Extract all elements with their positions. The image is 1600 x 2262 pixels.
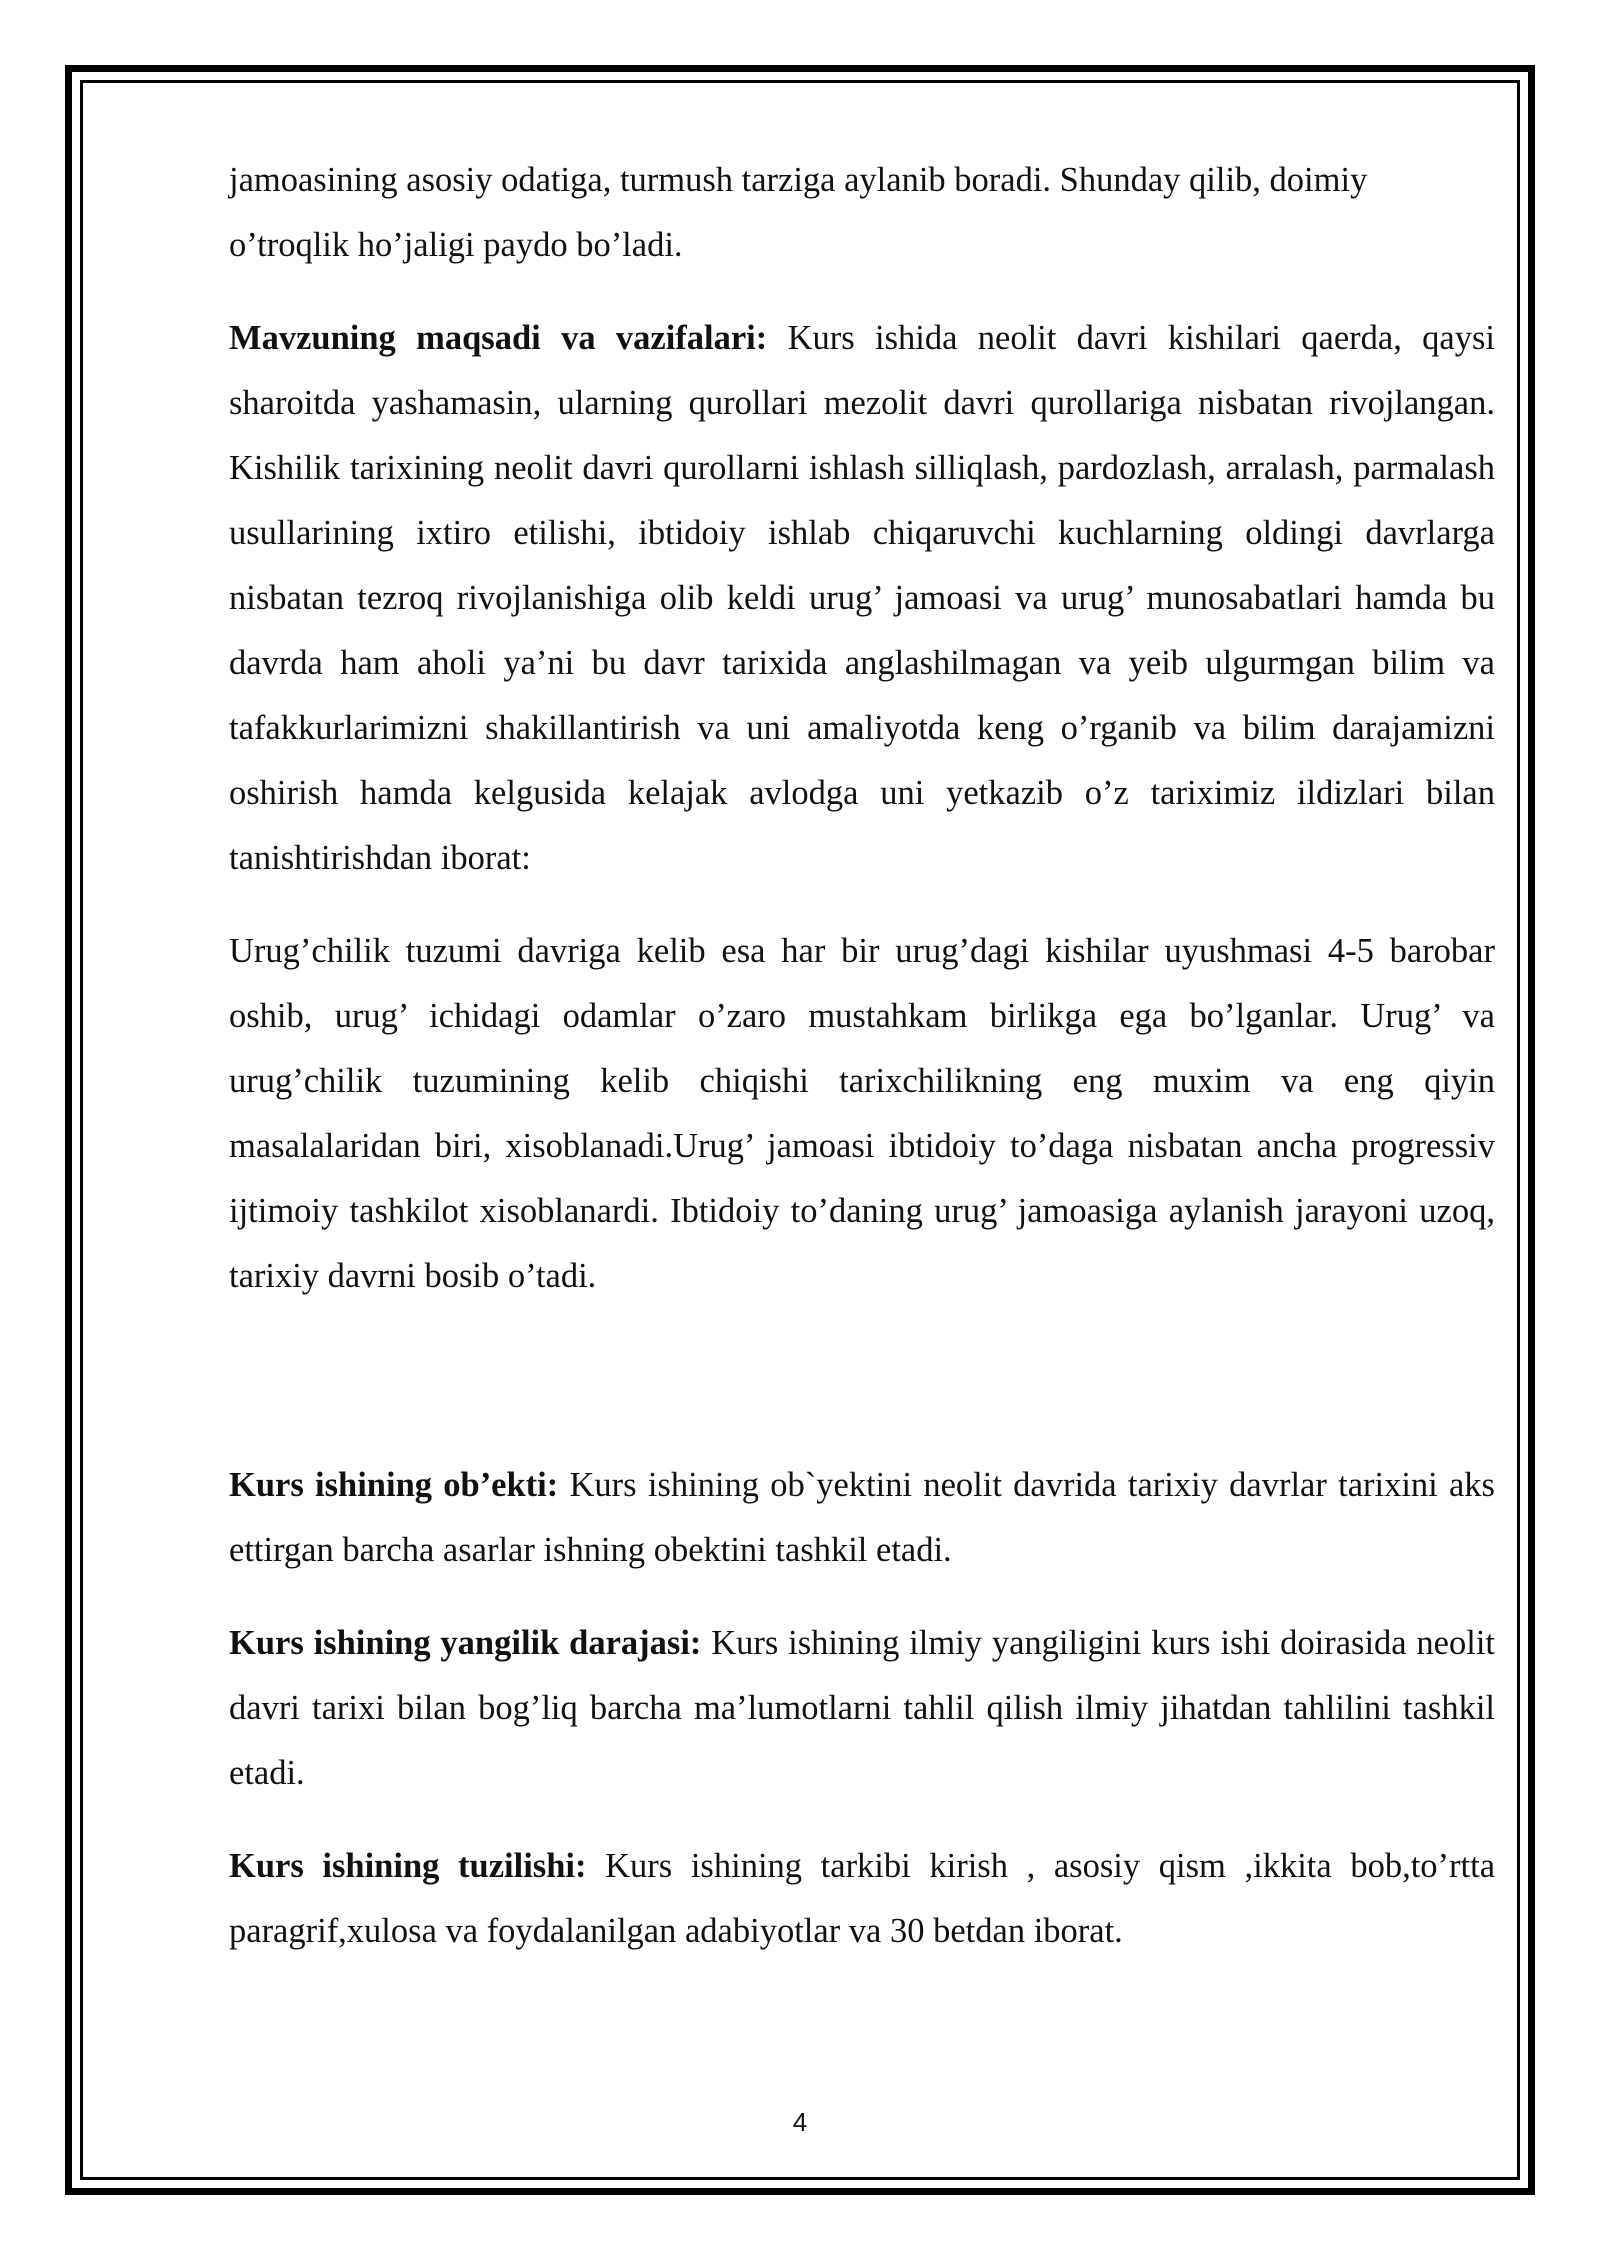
paragraph-heading: Kurs ishining yangilik darajasi: [229, 1624, 702, 1662]
paragraph-text: Kurs ishining tarkibi kirish , asosiy qism ,ikkita bob,to’rtta paragrif,xulosa va foydalanilgan adabiyotlar va 30 betdan iborat. [229, 1847, 1496, 1950]
paragraph-novelty [229, 1611, 1495, 1806]
paragraph-text: Kurs ishining ilmiy yangiligini kurs ishi doirasida neolit davri tarixi bilan bog’liq barcha ma’lumotlarni tahlil qilish ilmiy jihatdan tahlilini tashkil etadi. [229, 1624, 1496, 1792]
paragraph-structure [229, 1834, 1495, 1964]
paragraph-clan-system [229, 919, 1495, 1309]
paragraph-object [229, 1453, 1495, 1583]
paragraph-text: Kurs ishining ob`yektini neolit davrida tarixiy davrlar tarixini aks ettirgan barcha asarlar ishning obektini tashkil etadi. [229, 1466, 1495, 1569]
paragraph-text: Kurs ishida neolit davri kishilari qaerda, qaysi sharoitda yashamasin, ularning qurollari mezolit davri qurollariga nisbatan rivojlangan. Kishilik tarixining neolit davri qurollarni ishlash silliqlash, pardozlash, arralash, parmalash usullarining ixtiro etilishi, ibtidoiy ishlab chiqaruvchi kuchlarning oldingi davrlarga nisbatan tezroq rivojlanishiga olib keldi urug’ jamoasi va urug’ munosabatlari hamda bu davrda ham aholi ya’ni bu davr tarixida anglashilmagan va yeib ulgurmgan bilim va tafakkurlarimizni shakillantirish va uni amaliyotda keng o’rganib va bilim darajamizni oshirish hamda kelgusida kelajak avlodga uni yetkazib o’z tariximiz ildizlari bilan tanishtirishdan iborat: [229, 319, 1495, 877]
paragraph-goals [229, 306, 1495, 891]
paragraph-text: Urug’chilik tuzumi davriga kelib esa har bir urug’dagi kishilar uyushmasi 4-5 barobar oshib, urug’ ichidagi odamlar o’zaro mustahkam birlikga ega bo’lganlar. Urug’ va urug’chilik tuzumining kelib chiqishi tarixchilikning eng muxim va eng qiyin masalalaridan biri, xisoblanadi.Urug’ jamoasi ibtidoiy to’daga nisbatan ancha progressiv ijtimoiy tashkilot xisoblanardi. Ibtidoiy to’daning urug’ jamoasiga aylanish jarayoni uzoq, tarixiy davrni bosib o’tadi. [229, 932, 1495, 1295]
document-body [229, 148, 1495, 1992]
paragraph-text: jamoasining asosiy odatiga, turmush tarziga aylanib boradi. Shunday qilib, doimiy o’troqlik ho’jaligi paydo bo’ladi. [229, 161, 1368, 264]
page-number: 4 [792, 2107, 808, 2137]
blank-spacer [229, 1337, 1495, 1453]
paragraph-heading: Kurs ishining tuzilishi: [229, 1847, 587, 1885]
paragraph-intro [229, 148, 1495, 278]
paragraph-heading: Mavzuning maqsadi va vazifalari: [229, 319, 768, 357]
paragraph-heading: Kurs ishining ob’ekti: [229, 1466, 559, 1504]
